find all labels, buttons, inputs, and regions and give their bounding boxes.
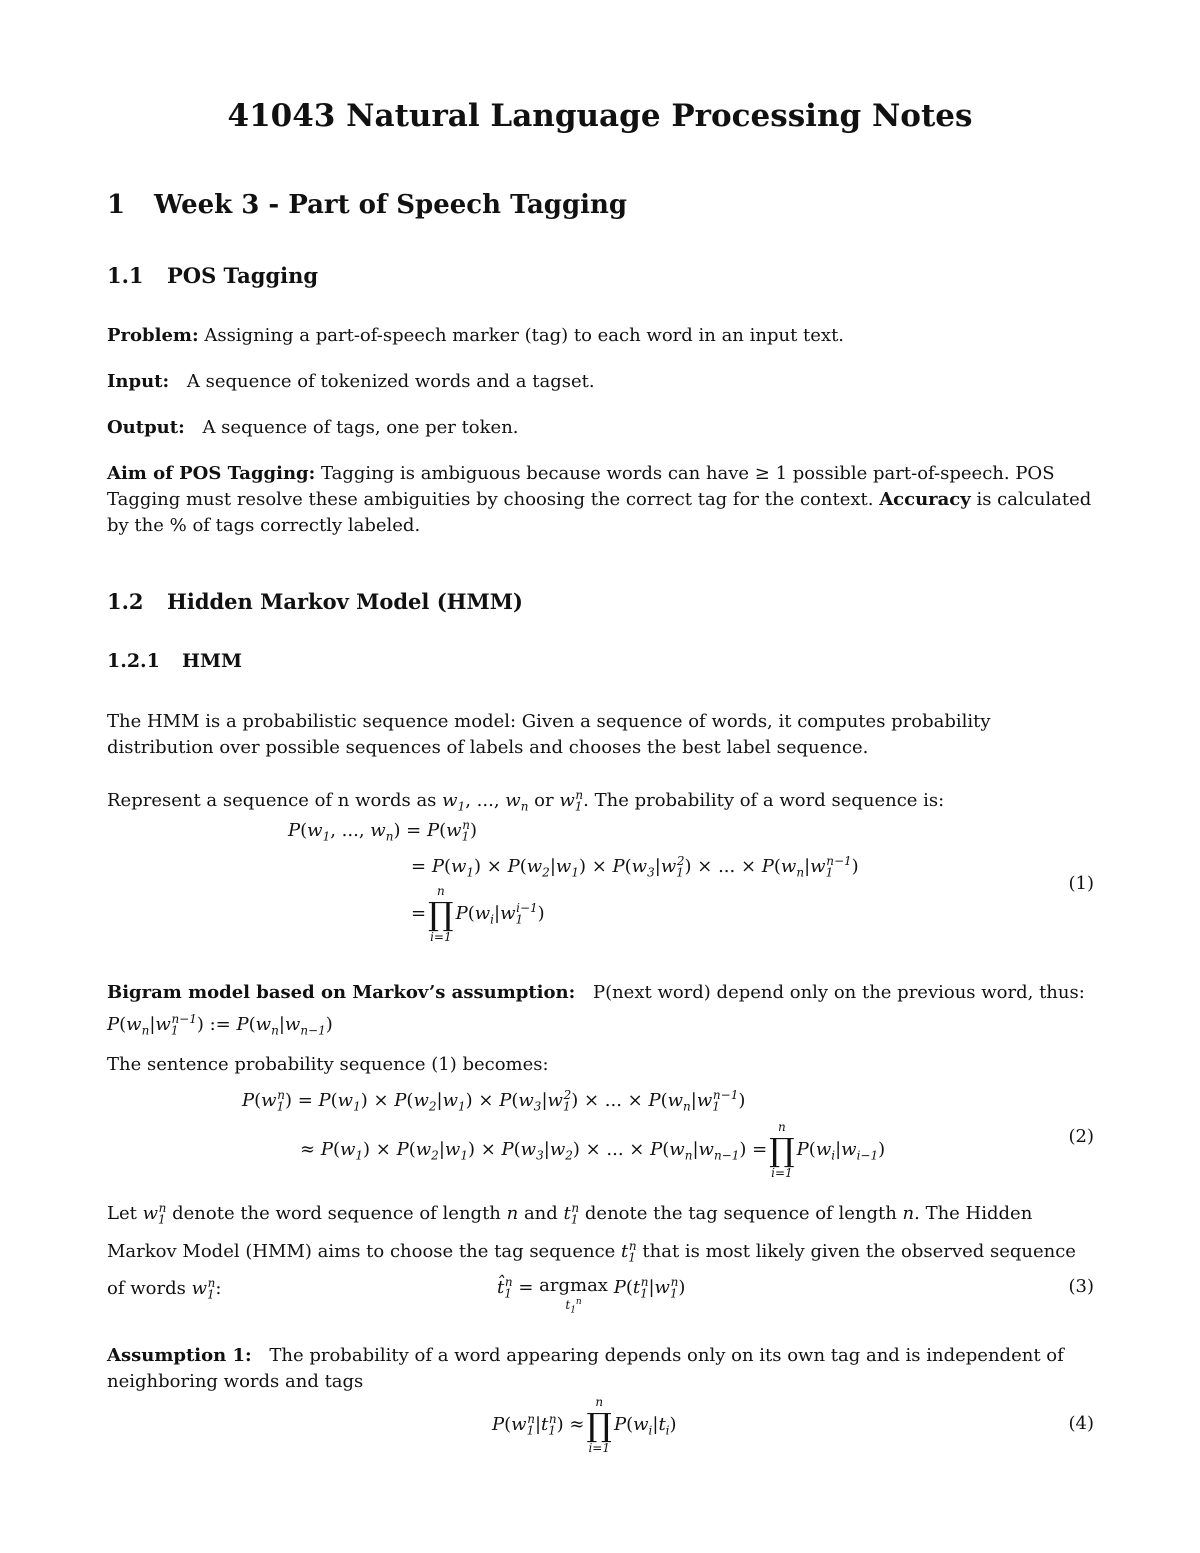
let-text: . The Hidden Markov Model (HMM) aims to choose the tag sequence: [107, 1203, 1033, 1262]
section-title: Week 3 - Part of Speech Tagging: [154, 190, 628, 220]
eq1-number: (1): [1068, 873, 1094, 894]
let-text: Let: [107, 1203, 137, 1224]
bigram-paragraph: Bigram model based on Markov’s assumption: P(next word) depend only on the previous word, thus: $P(w_n|w_1^{n-1})$ := $P(w_n|w_{n-1})$: [107, 982, 1085, 1038]
subsection-heading-1-2: [107, 589, 523, 614]
eq1-line2: = $P(w_1) \times P(w_2|w_1) \times P(w_3|w_1^2)$ × ... × $P(w_n|w_1^{n-1})$: [411, 854, 859, 880]
subsubsection-title: HMM: [182, 650, 243, 672]
aim-label: Aim of POS Tagging:: [107, 463, 316, 484]
eq2-number: (2): [1068, 1126, 1094, 1147]
let-text: denote the tag sequence of length: [584, 1203, 897, 1224]
sentence-prob-paragraph: The sentence probability sequence (1) becomes:: [107, 1054, 549, 1075]
bigram-text: P(next word) depend only on the previous word, thus:: [592, 982, 1085, 1003]
subsubsection-heading-1-2-1: [107, 650, 242, 672]
let-text: :: [215, 1278, 222, 1300]
represent-text: Represent a sequence of n words as: [107, 790, 437, 811]
subsection-title: POS Tagging: [167, 263, 319, 288]
eq1-line3: = n ∏ i=1 $P(w_i|w_1^{i-1})$: [411, 884, 545, 944]
input-text: A sequence of tokenized words and a tagset.: [186, 371, 595, 392]
let-text: and: [523, 1203, 558, 1224]
problem-paragraph: [107, 323, 1094, 349]
eq1-line1: $P(w_1$, ..., $w_n) = P(w_1^n)$: [288, 818, 477, 844]
section-heading-1: [107, 190, 627, 220]
eq3-line: $t̂_1^n$ = argmax $t_1^n$ $P(t_1^n|w_1^n)$: [497, 1275, 686, 1316]
document-title: 41043 Natural Language Processing Notes: [227, 98, 973, 134]
subsection-number: 1.2: [107, 589, 144, 614]
assumption1-label: Assumption 1:: [107, 1345, 252, 1366]
eq2-line1: $P(w_1^n) = P(w_1) \times P(w_2|w_1) \times P(w_3|w_1^2)$ × ... × $P(w_n|w_1^{n-1})$: [242, 1088, 746, 1114]
input-label: Input:: [107, 371, 170, 392]
output-paragraph: [107, 415, 1094, 441]
let-paragraph: Let $w_1^n$ denote the word sequence of length n and $t_1^n$ denote the tag sequence of length n. The Hidden Markov Model (HMM) aims to choose the tag sequence $t_1^n$ that is most likely given the observed sequence of words $w_1^n$:: [107, 1201, 1076, 1302]
accuracy-label: Accuracy: [879, 489, 971, 510]
hmm-intro-paragraph: The HMM is a probabilistic sequence model: Given a sequence of words, it computes probability distribution over possible sequences of labels and chooses the best label sequence.: [107, 711, 991, 758]
assumption1-paragraph: [107, 1343, 1094, 1395]
subsection-number: 1.1: [107, 263, 144, 288]
math-inline: $w_1^n$: [559, 788, 584, 814]
aim-text: Tagging is ambiguous because words can have ≥ 1 possible part-of-speech. POS Tagging must resolve these ambiguities by choosing the correct tag for the context.: [107, 463, 1055, 510]
eq4-number: (4): [1068, 1413, 1094, 1434]
output-label: Output:: [107, 417, 185, 438]
input-paragraph: [107, 369, 1094, 395]
let-text: that is most likely given the observed sequence of words: [107, 1240, 1076, 1300]
eq4-line: $P(w_1^n|t_1^n)$ ≈ n ∏ i=1 $P(w_i|t_i)$: [492, 1395, 677, 1455]
eq2-line2: ≈ $P(w_1) \times P(w_2|w_1) \times P(w_3|w_2)$ × ... × $P(w_n|w_{n-1})$ = n ∏ i=1 $P(w_i|w_{i-1})$: [300, 1120, 886, 1180]
eq3-number: (3): [1068, 1276, 1094, 1297]
represent-or: or: [534, 790, 554, 811]
aim-text-2: is calculated by the % of tags correctly labeled.: [107, 489, 1092, 536]
bigram-label: Bigram model based on Markov’s assumption:: [107, 982, 576, 1003]
problem-text: Assigning a part-of-speech marker (tag) to each word in an input text.: [204, 325, 845, 346]
represent-text-end: . The probability of a word sequence is:: [583, 790, 945, 811]
subsection-heading-1-1: [107, 263, 318, 288]
represent-paragraph: [107, 782, 1094, 820]
aim-paragraph: [107, 461, 1094, 539]
subsection-title: Hidden Markov Model (HMM): [167, 589, 523, 614]
problem-label: Problem:: [107, 325, 199, 346]
assumption1-text: The probability of a word appearing depends only on its own tag and is independent of neighboring words and tags: [107, 1345, 1064, 1392]
product-symbol: n ∏ i=1: [586, 1395, 612, 1455]
argmax-operator: argmax $t_1^n$: [539, 1275, 608, 1316]
subsubsection-number: 1.2.1: [107, 650, 160, 672]
output-text: A sequence of tags, one per token.: [202, 417, 519, 438]
section-number: 1: [107, 190, 126, 220]
let-text: denote the word sequence of length: [172, 1203, 501, 1224]
product-symbol: n ∏ i=1: [769, 1120, 795, 1180]
product-symbol: n ∏ i=1: [428, 884, 454, 944]
math-inline: $w_1$, ..., $w_n$: [442, 790, 529, 814]
